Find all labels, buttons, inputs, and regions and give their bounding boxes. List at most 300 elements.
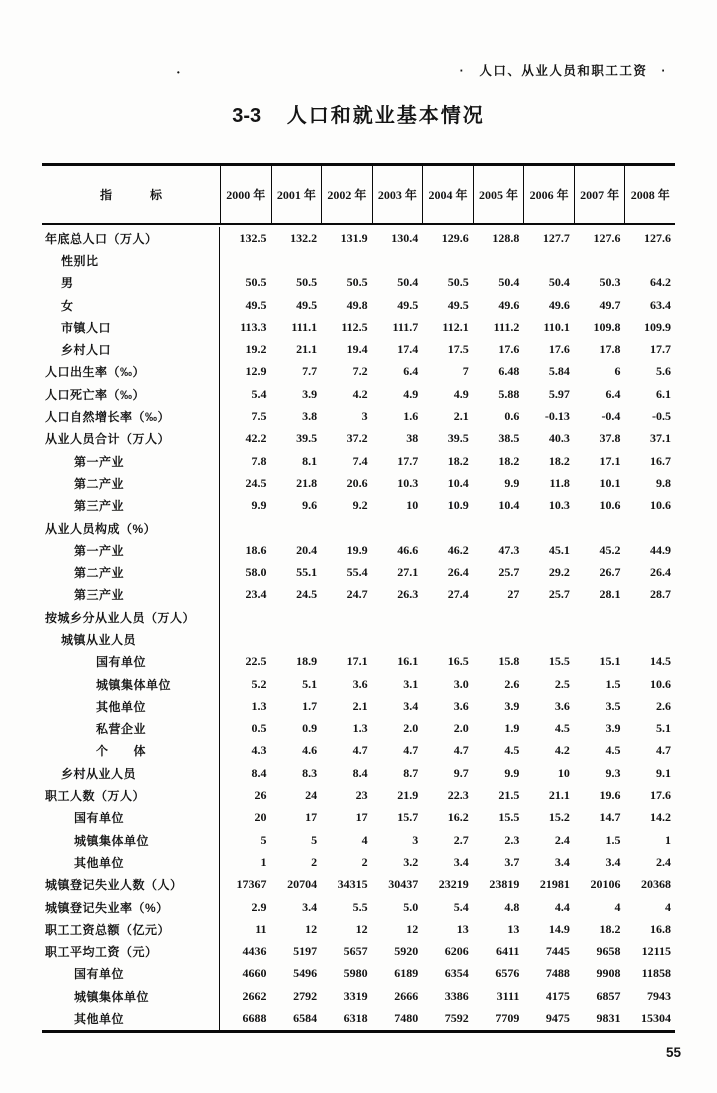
value-cell: 2.1 — [352, 698, 368, 713]
value-cell: 3.6 — [453, 698, 469, 713]
value-cell — [422, 517, 473, 539]
value-cell: 12 — [406, 921, 419, 936]
value-cell: 2.9 — [251, 899, 267, 914]
value-cell: 4.7 — [352, 743, 368, 758]
value-cell: 15.8 — [498, 654, 520, 669]
table-row — [42, 561, 675, 583]
table-row — [42, 383, 675, 405]
value-cell: 6688 — [242, 1011, 267, 1026]
value-cell: 2 — [361, 854, 368, 869]
value-cell: 10.3 — [548, 498, 570, 513]
value-cell: 10.6 — [650, 676, 671, 691]
table-row — [42, 361, 675, 383]
value-cell: 38 — [406, 431, 419, 446]
value-cell: 8.1 — [302, 453, 318, 468]
value-cell: 7445 — [545, 944, 570, 959]
value-cell: 20704 — [287, 877, 318, 892]
value-cell: 5.1 — [302, 676, 318, 691]
table-row — [42, 495, 675, 517]
value-cell: 10.4 — [498, 498, 520, 513]
value-cell — [422, 606, 473, 628]
row-label-cell: 市镇人口 — [42, 316, 220, 338]
value-cell: 129.6 — [441, 230, 469, 245]
value-cell: 111.2 — [493, 319, 520, 334]
value-cell — [473, 606, 524, 628]
table-row — [42, 338, 675, 360]
value-cell: 5.84 — [548, 364, 570, 379]
row-label-cell: 乡村人口 — [42, 338, 220, 360]
table-row — [42, 718, 675, 740]
value-cell: 2.1 — [453, 409, 469, 424]
value-cell: 20368 — [641, 877, 671, 892]
value-cell — [473, 517, 524, 539]
value-cell: -0.13 — [544, 409, 570, 424]
value-cell: 10.4 — [447, 475, 469, 490]
value-cell: 109.9 — [644, 319, 671, 334]
value-cell: -0.5 — [652, 409, 671, 424]
value-cell: 4436 — [242, 944, 267, 959]
value-cell: 3.9 — [504, 698, 520, 713]
value-cell: 1.6 — [403, 409, 419, 424]
value-cell: 2.7 — [453, 832, 469, 847]
value-cell: 10.1 — [599, 475, 621, 490]
value-cell: 39.5 — [447, 431, 469, 446]
value-cell: 21.9 — [397, 788, 419, 803]
value-cell: 16.1 — [397, 654, 419, 669]
table-row — [42, 851, 675, 873]
value-cell: 64.2 — [650, 275, 671, 290]
value-cell: 132.2 — [290, 230, 318, 245]
table-row — [42, 1007, 675, 1029]
value-cell: 27.1 — [397, 565, 419, 580]
row-label-cell: 第一产业 — [42, 539, 220, 561]
value-cell: 5.5 — [352, 899, 368, 914]
value-cell: 20.4 — [296, 542, 318, 557]
table-header-row — [42, 166, 675, 225]
value-cell: 2.0 — [403, 721, 419, 736]
row-label-cell: 人口出生率（‰） — [42, 361, 220, 383]
value-cell: 14.5 — [650, 654, 671, 669]
value-cell: 2.4 — [656, 854, 671, 869]
value-cell: 49.6 — [498, 297, 520, 312]
value-cell: 6.1 — [656, 386, 671, 401]
value-cell: 5.97 — [548, 386, 570, 401]
year-header-cell: 2002 年 — [321, 166, 372, 223]
value-cell: 11.8 — [549, 475, 570, 490]
value-cell: 9.9 — [504, 765, 520, 780]
value-cell: 7.4 — [352, 453, 368, 468]
row-label-cell: 性别比 — [42, 249, 220, 271]
value-cell: 7943 — [647, 988, 671, 1003]
row-label-cell: 从业人员构成（%） — [42, 517, 220, 539]
value-cell: 2.4 — [554, 832, 570, 847]
value-cell: 131.9 — [340, 230, 368, 245]
value-cell — [220, 249, 271, 271]
value-cell: 1 — [665, 832, 671, 847]
value-cell: 14.9 — [548, 921, 570, 936]
value-cell: 17.6 — [498, 342, 520, 357]
value-cell: 127.7 — [542, 230, 570, 245]
value-cell: 4 — [665, 899, 671, 914]
table-row — [42, 784, 675, 806]
value-cell: 3.0 — [453, 676, 469, 691]
value-cell: 11858 — [641, 966, 671, 981]
value-cell: 26.3 — [397, 587, 419, 602]
year-header-cell: 2001 年 — [271, 166, 322, 223]
value-cell: 6584 — [293, 1011, 318, 1026]
value-cell: 49.5 — [397, 297, 419, 312]
table-row — [42, 695, 675, 717]
value-cell: 6 — [614, 364, 621, 379]
value-cell: 4.9 — [403, 386, 419, 401]
value-cell: 5657 — [343, 944, 368, 959]
value-cell: 44.9 — [650, 542, 671, 557]
row-label-cell: 城镇登记失业率（%） — [42, 896, 220, 918]
row-label-cell: 国有单位 — [42, 651, 220, 673]
value-cell: 7.7 — [302, 364, 318, 379]
value-cell: 27.4 — [447, 587, 469, 602]
value-cell: 23219 — [438, 877, 469, 892]
value-cell: 8.7 — [403, 765, 419, 780]
value-cell: 4.8 — [504, 899, 520, 914]
value-cell — [321, 517, 372, 539]
table-number: 3-3 — [232, 105, 262, 127]
value-cell: 17.5 — [447, 342, 469, 357]
row-label-cell: 城镇登记失业人数（人） — [42, 874, 220, 896]
table-row — [42, 941, 675, 963]
value-cell: 10 — [557, 765, 570, 780]
table-row — [42, 985, 675, 1007]
row-label-cell: 第二产业 — [42, 561, 220, 583]
value-cell: 3386 — [444, 988, 469, 1003]
value-cell: 4.2 — [554, 743, 570, 758]
value-cell: 5.0 — [403, 899, 419, 914]
table-row — [42, 740, 675, 762]
value-cell: 0.5 — [251, 721, 267, 736]
value-cell — [372, 606, 423, 628]
value-cell: 55.4 — [346, 565, 368, 580]
value-cell: 15.2 — [548, 810, 570, 825]
value-cell: 10 — [406, 498, 419, 513]
value-cell: 4.4 — [554, 899, 570, 914]
value-cell: 17.7 — [650, 342, 671, 357]
value-cell: 63.4 — [650, 297, 671, 312]
value-cell: 39.5 — [296, 431, 318, 446]
value-cell — [321, 628, 372, 650]
value-cell: 9.7 — [453, 765, 469, 780]
value-cell: 3.4 — [453, 854, 469, 869]
table-row — [42, 651, 675, 673]
value-cell: 20.6 — [346, 475, 368, 490]
year-header-cell: 2000 年 — [220, 166, 271, 223]
value-cell: 4.7 — [453, 743, 469, 758]
value-cell: 21981 — [539, 877, 570, 892]
value-cell: 2.5 — [554, 676, 570, 691]
value-cell: 4.5 — [504, 743, 520, 758]
value-cell: 16.2 — [447, 810, 469, 825]
value-cell: 2662 — [242, 988, 267, 1003]
value-cell: 7.2 — [352, 364, 368, 379]
value-cell: 6318 — [343, 1011, 368, 1026]
value-cell: 21.1 — [296, 342, 318, 357]
value-cell: 109.8 — [593, 319, 621, 334]
table-row — [42, 584, 675, 606]
value-cell: 5 — [260, 832, 267, 847]
value-cell: 55.1 — [296, 565, 318, 580]
value-cell: 9831 — [596, 1011, 621, 1026]
value-cell: 23819 — [489, 877, 520, 892]
value-cell: 12 — [305, 921, 318, 936]
year-header-cell: 2007 年 — [574, 166, 625, 223]
row-label-cell: 第三产业 — [42, 584, 220, 606]
value-cell — [624, 628, 675, 650]
running-header: · 人口、从业人员和职工工资 · — [459, 64, 667, 78]
value-cell: 19.9 — [346, 542, 368, 557]
value-cell — [523, 517, 574, 539]
value-cell: 28.7 — [650, 587, 671, 602]
value-cell: 3.1 — [403, 676, 419, 691]
value-cell — [473, 628, 524, 650]
value-cell: 6576 — [495, 966, 520, 981]
row-label-cell: 女 — [42, 294, 220, 316]
value-cell — [271, 517, 322, 539]
value-cell: 15.7 — [397, 810, 419, 825]
value-cell: 13 — [456, 921, 469, 936]
value-cell — [523, 628, 574, 650]
value-cell: 21.5 — [498, 788, 520, 803]
value-cell: 25.7 — [548, 587, 570, 602]
value-cell: 9.2 — [352, 498, 368, 513]
value-cell: 3.4 — [554, 854, 570, 869]
value-cell: 50.4 — [548, 275, 570, 290]
value-cell: 50.3 — [599, 275, 621, 290]
value-cell: 6.4 — [403, 364, 419, 379]
value-cell — [372, 249, 423, 271]
row-label-cell: 其他单位 — [42, 851, 220, 873]
table-body — [42, 225, 675, 1030]
value-cell: 4.7 — [656, 743, 671, 758]
value-cell: 1.5 — [605, 676, 621, 691]
value-cell: 1.7 — [302, 698, 318, 713]
value-cell: 127.6 — [593, 230, 621, 245]
value-cell: 2.0 — [453, 721, 469, 736]
value-cell: 4.9 — [453, 386, 469, 401]
value-cell — [372, 628, 423, 650]
value-cell: 4.6 — [302, 743, 318, 758]
value-cell: 0.9 — [302, 721, 318, 736]
value-cell: 111.7 — [392, 319, 419, 334]
value-cell — [624, 517, 675, 539]
value-cell: 26 — [254, 788, 267, 803]
value-cell — [271, 606, 322, 628]
value-cell — [271, 249, 322, 271]
table-row — [42, 762, 675, 784]
value-cell: 16.8 — [650, 921, 671, 936]
value-cell: 4 — [614, 899, 621, 914]
value-cell: 9908 — [596, 966, 621, 981]
value-cell: 37.2 — [346, 431, 368, 446]
value-cell: 49.8 — [346, 297, 368, 312]
value-cell: 8.4 — [352, 765, 368, 780]
value-cell — [220, 517, 271, 539]
value-cell: 3.9 — [605, 721, 621, 736]
value-cell: 7709 — [495, 1011, 520, 1026]
value-cell: 19.6 — [599, 788, 621, 803]
value-cell: 21.1 — [548, 788, 570, 803]
value-cell: 49.5 — [296, 297, 318, 312]
value-cell: 7592 — [444, 1011, 469, 1026]
value-cell: 19.4 — [346, 342, 368, 357]
value-cell: 130.4 — [391, 230, 419, 245]
value-cell: 29.2 — [548, 565, 570, 580]
value-cell: 40.3 — [548, 431, 570, 446]
year-header-cell: 2006 年 — [523, 166, 574, 223]
value-cell: 3.8 — [302, 409, 318, 424]
value-cell: 5980 — [343, 966, 368, 981]
value-cell: 6.4 — [605, 386, 621, 401]
value-cell: 10.3 — [397, 475, 419, 490]
value-cell: 9658 — [596, 944, 621, 959]
value-cell — [574, 249, 625, 271]
value-cell: 4.5 — [605, 743, 621, 758]
value-cell — [523, 606, 574, 628]
value-cell — [321, 606, 372, 628]
value-cell: 15304 — [641, 1011, 671, 1026]
value-cell: 12 — [355, 921, 368, 936]
value-cell: 25.7 — [498, 565, 520, 580]
value-cell — [523, 249, 574, 271]
row-label-cell: 第二产业 — [42, 472, 220, 494]
row-label-cell: 年底总人口（万人） — [42, 227, 220, 249]
table-row — [42, 918, 675, 940]
value-cell: 27 — [507, 587, 520, 602]
value-cell: 5.1 — [656, 721, 671, 736]
value-cell: 3.7 — [504, 854, 520, 869]
value-cell: 47.3 — [498, 542, 520, 557]
value-cell: 3.4 — [403, 698, 419, 713]
value-cell: 5197 — [293, 944, 318, 959]
row-label-cell: 乡村从业人员 — [42, 762, 220, 784]
value-cell: 5.4 — [453, 899, 469, 914]
value-cell: 4.3 — [251, 743, 267, 758]
row-label-cell: 国有单位 — [42, 807, 220, 829]
value-cell: 4 — [361, 832, 368, 847]
row-label-cell: 城镇集体单位 — [42, 673, 220, 695]
table-row — [42, 227, 675, 249]
row-label-cell: 国有单位 — [42, 963, 220, 985]
value-cell: 38.5 — [498, 431, 520, 446]
value-cell: 7 — [462, 364, 469, 379]
value-cell: 10.6 — [650, 498, 671, 513]
value-cell: 1.9 — [504, 721, 520, 736]
value-cell: 26.4 — [447, 565, 469, 580]
row-label-cell: 按城乡分从业人员（万人） — [42, 606, 220, 628]
table-row — [42, 874, 675, 896]
row-label-cell: 私营企业 — [42, 718, 220, 740]
value-cell: 22.5 — [245, 654, 267, 669]
value-cell: 1.5 — [605, 832, 621, 847]
value-cell: 4660 — [242, 966, 267, 981]
value-cell: 3.5 — [605, 698, 621, 713]
value-cell: 23.4 — [245, 587, 267, 602]
value-cell: 19.2 — [245, 342, 267, 357]
value-cell: 17.6 — [548, 342, 570, 357]
table-row — [42, 539, 675, 561]
value-cell: 45.2 — [599, 542, 621, 557]
value-cell: 50.4 — [498, 275, 520, 290]
value-cell — [574, 517, 625, 539]
value-cell: 12115 — [641, 944, 671, 959]
value-cell: 3.4 — [302, 899, 318, 914]
value-cell: 50.5 — [245, 275, 267, 290]
value-cell: 3.2 — [403, 854, 419, 869]
value-cell: 4175 — [545, 988, 570, 1003]
table-row — [42, 673, 675, 695]
value-cell: 8.3 — [302, 765, 318, 780]
value-cell: 24.7 — [346, 587, 368, 602]
value-cell: 113.3 — [240, 319, 267, 334]
value-cell: 18.2 — [447, 453, 469, 468]
value-cell: 16.5 — [447, 654, 469, 669]
value-cell: 46.6 — [397, 542, 419, 557]
value-cell: 8.4 — [251, 765, 267, 780]
value-cell: 14.2 — [650, 810, 671, 825]
value-cell: 49.5 — [447, 297, 469, 312]
table-row — [42, 294, 675, 316]
value-cell: 9.9 — [251, 498, 267, 513]
value-cell: 9.9 — [504, 475, 520, 490]
value-cell — [220, 606, 271, 628]
value-cell: 21.8 — [296, 475, 318, 490]
value-cell: 5.2 — [251, 676, 267, 691]
value-cell: 22.3 — [447, 788, 469, 803]
page-title — [0, 99, 717, 128]
value-cell — [372, 517, 423, 539]
value-cell: 3111 — [496, 988, 520, 1003]
value-cell: 3 — [412, 832, 419, 847]
value-cell: 112.1 — [442, 319, 469, 334]
row-label-cell: 其他单位 — [42, 695, 220, 717]
table-row — [42, 249, 675, 271]
value-cell: 26.7 — [599, 565, 621, 580]
value-cell: 16.7 — [650, 453, 671, 468]
value-cell: 50.5 — [296, 275, 318, 290]
value-cell: 18.2 — [599, 921, 621, 936]
value-cell: 12.9 — [245, 364, 267, 379]
year-header-cell: 2008 年 — [624, 166, 675, 223]
value-cell — [422, 628, 473, 650]
value-cell: 4.5 — [554, 721, 570, 736]
value-cell: 2.3 — [504, 832, 520, 847]
row-label-cell: 职工工资总额（亿元） — [42, 918, 220, 940]
value-cell: 5496 — [293, 966, 318, 981]
indicator-header-left: 指 — [99, 188, 112, 202]
value-cell: 46.2 — [447, 542, 469, 557]
value-cell: 5 — [311, 832, 318, 847]
value-cell: 1.3 — [352, 721, 368, 736]
value-cell: 24 — [305, 788, 318, 803]
value-cell: 6206 — [444, 944, 469, 959]
year-header-cell: 2003 年 — [372, 166, 423, 223]
value-cell: 6411 — [495, 944, 520, 959]
page-number: 55 — [665, 1045, 681, 1060]
value-cell — [321, 249, 372, 271]
value-cell: 2666 — [394, 988, 419, 1003]
table-row — [42, 963, 675, 985]
value-cell: 20106 — [590, 877, 621, 892]
value-cell: 18.6 — [245, 542, 267, 557]
value-cell — [574, 606, 625, 628]
